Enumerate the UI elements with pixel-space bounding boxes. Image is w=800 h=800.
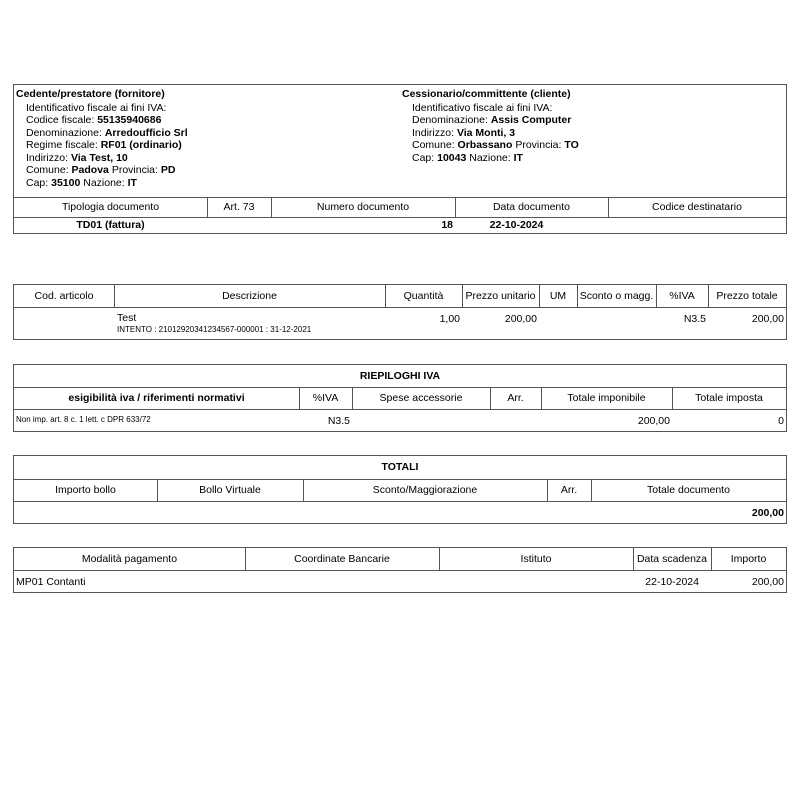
items-table: [13, 284, 787, 340]
riepiloghi-iva-table: [13, 364, 787, 432]
cessionario-comune: Comune: Orbassano Provincia: TO: [412, 139, 579, 151]
cedente-codice-fiscale: Codice fiscale: 55135940686: [26, 114, 162, 126]
doc-values-row: [14, 217, 786, 233]
items-col-um: UM: [549, 290, 567, 302]
item-prezzo-totale: 200,00: [751, 313, 784, 325]
pag-importo: 200,00: [751, 576, 784, 588]
item-descrizione: Test: [117, 312, 137, 324]
doc-data-value: 22-10-2024: [489, 219, 544, 231]
items-col-quantita: Quantità: [403, 290, 444, 302]
items-col-codice: Cod. articolo: [34, 290, 94, 302]
doc-tipologia-value: TD01 (fattura): [76, 219, 145, 231]
cedente-comune: Comune: Padova Provincia: PD: [26, 164, 176, 176]
riep-col-riferimenti: esigibilità iva / riferimenti normativi: [68, 392, 245, 404]
item-nota: INTENTO : 21012920341234567-000001 : 31-12-2021: [117, 325, 312, 334]
cedente-indirizzo: Indirizzo: Via Test, 10: [26, 151, 128, 164]
pag-data-scadenza: 22-10-2024: [645, 576, 699, 588]
cessionario-block: [402, 88, 782, 164]
totali-col-bollo-virtuale: Bollo Virtuale: [199, 484, 261, 496]
item-quantita: 1,00: [439, 313, 460, 325]
cessionario-title: Cessionario/committente (cliente): [402, 88, 571, 100]
riep-col-imposta: Totale imposta: [695, 392, 763, 404]
cedente-id-fiscale-label: Identificativo fiscale ai fini IVA:: [26, 101, 167, 114]
col-art73: Art. 73: [223, 201, 255, 213]
pag-modalita: MP01 Contanti: [16, 576, 86, 588]
riep-col-arr: Arr.: [507, 392, 524, 404]
riep-iva: N3.5: [327, 415, 350, 427]
col-tipologia: Tipologia documento: [61, 201, 160, 213]
totali-title: TOTALI: [381, 461, 419, 473]
items-col-prezzo-totale: Prezzo totale: [716, 290, 778, 302]
item-iva: N3.5: [683, 313, 706, 325]
doc-header-row: [14, 197, 786, 217]
items-col-prezzo-unitario: Prezzo unitario: [465, 290, 536, 302]
col-data: Data documento: [492, 201, 571, 213]
riep-col-iva: %IVA: [312, 392, 339, 404]
cedente-title: Cedente/prestatore (fornitore): [16, 88, 165, 100]
pag-col-importo: Importo: [730, 553, 767, 565]
riep-imponibile: 200,00: [637, 415, 670, 427]
cessionario-id-fiscale-label: Identificativo fiscale ai fini IVA:: [412, 101, 553, 114]
pagamento-table: [13, 547, 787, 593]
cedente-cap: Cap: 35100 Nazione: IT: [26, 176, 137, 189]
totali-col-sconto: Sconto/Maggiorazione: [372, 484, 478, 496]
cedente-denominazione: Denominazione: Arredoufficio Srl: [26, 126, 188, 139]
totali-table: [13, 455, 787, 524]
totale-documento-value: 200,00: [751, 507, 784, 519]
items-col-sconto: Sconto o magg.: [579, 290, 654, 302]
table-row: [14, 570, 786, 592]
riep-col-imponibile: Totale imponibile: [567, 392, 646, 404]
totali-col-totale-documento: Totale documento: [647, 484, 730, 496]
cedente-block: [16, 88, 396, 189]
riep-col-spese: Spese accessorie: [379, 392, 463, 404]
cessionario-indirizzo: Indirizzo: Via Monti, 3: [412, 126, 516, 139]
riep-imposta: 0: [778, 415, 784, 427]
item-prezzo-unitario: 200,00: [504, 313, 537, 325]
col-numero: Numero documento: [316, 201, 410, 213]
riep-riferimento: Non imp. art. 8 c. 1 lett. c DPR 633/72: [16, 415, 151, 424]
cedente-regime: Regime fiscale: RF01 (ordinario): [26, 139, 182, 151]
pag-col-coordinate: Coordinate Bancarie: [294, 553, 390, 565]
pag-col-istituto: Istituto: [520, 553, 552, 565]
header-section: [13, 84, 787, 234]
pag-col-data-scadenza: Data scadenza: [636, 553, 708, 565]
col-codice-destinatario: Codice destinatario: [652, 201, 742, 213]
totali-col-arr: Arr.: [560, 484, 578, 496]
items-col-descrizione: Descrizione: [222, 290, 277, 302]
items-col-iva: %IVA: [669, 290, 695, 302]
table-row: [14, 409, 786, 431]
table-row: [14, 307, 786, 339]
cessionario-cap: Cap: 10043 Nazione: IT: [412, 151, 523, 164]
doc-numero-value: 18: [441, 219, 453, 231]
pag-col-modalita: Modalità pagamento: [81, 553, 178, 565]
cessionario-denominazione: Denominazione: Assis Computer: [412, 114, 572, 126]
totali-col-bollo: Importo bollo: [55, 484, 116, 496]
riepiloghi-title: RIEPILOGHI IVA: [359, 370, 441, 382]
